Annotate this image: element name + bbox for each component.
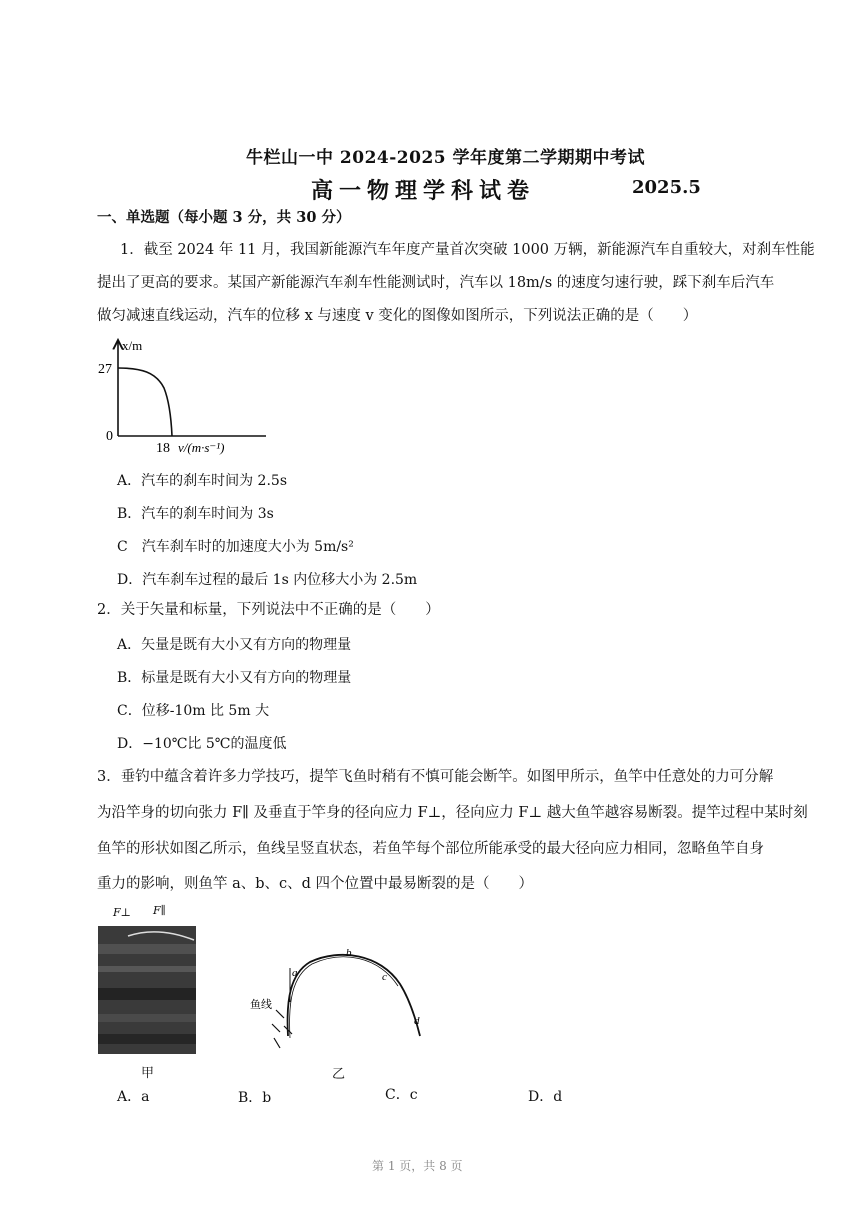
fig-yi-caption: 乙: [332, 1067, 346, 1082]
fig-jia-caption: 甲: [141, 1066, 155, 1081]
fishing-photo: [98, 926, 196, 1054]
q1-stem-line1: 1．截至 2024 年 11 月，我国新能源汽车年度产量首次突破 1000 万辆，新能源汽车自重较大，对刹车性能: [120, 242, 815, 258]
exam-date: 2025.5: [632, 177, 701, 198]
xv-curve: [118, 368, 172, 436]
rod-label-c: c: [382, 971, 387, 983]
y-tick-27: 27: [98, 362, 112, 377]
subject-title: 高一物理学科试卷: [311, 178, 536, 204]
q3-option-a[interactable]: A．a: [117, 1089, 150, 1105]
q3-option-b[interactable]: B．b: [238, 1090, 272, 1106]
q3-stem-line2: 为沿竿身的切向张力 F∥ 及垂直于竿身的径向应力 F⊥，径向应力 F⊥ 越大鱼竿越容易断裂。提竿过程中某时刻: [97, 805, 808, 821]
page-footer: 第 1 页，共 8 页: [372, 1159, 463, 1173]
q2-option-d[interactable]: D．−10℃比 5℃的温度低: [117, 736, 287, 752]
q2-option-b[interactable]: B．标量是既有大小又有方向的物理量: [117, 670, 352, 686]
origin-label: 0: [106, 429, 113, 444]
q3-option-d[interactable]: D．d: [528, 1089, 563, 1105]
q2-option-c[interactable]: C．位移-10m 比 5m 大: [117, 703, 270, 719]
x-tick-18: 18: [156, 441, 170, 456]
section-heading: 一、单选题（每小题 3 分，共 30 分）: [97, 209, 351, 226]
q1-option-a[interactable]: A．汽车的刹车时间为 2.5s: [117, 473, 288, 489]
rod-label-a: a: [292, 967, 298, 979]
q3-stem-line1: 3．垂钓中蕴含着许多力学技巧，提竿飞鱼时稍有不慎可能会断竿。如图甲所示，鱼竿中任意处的力可分解: [97, 769, 774, 785]
x-axis-label: v/(m·s⁻¹): [178, 440, 225, 455]
rod-label-d: d: [414, 1015, 420, 1027]
q3-stem-line3: 鱼竿的形状如图乙所示，鱼线呈竖直状态，若鱼竿每个部位所能承受的最大径向应力相同，忽略鱼竿自身: [97, 841, 764, 857]
q1-option-c[interactable]: C 汽车刹车时的加速度大小为 5m/s²: [117, 539, 354, 555]
q2-option-a[interactable]: A．矢量是既有大小又有方向的物理量: [117, 637, 352, 653]
rod-label-b: b: [346, 947, 352, 959]
q2-stem: 2．关于矢量和标量，下列说法中不正确的是（ ）: [97, 602, 440, 618]
q1-stem-line3: 做匀减速直线运动，汽车的位移 x 与速度 v 变化的图像如图所示，下列说法正确的是（ ）: [97, 308, 698, 324]
q1-option-d[interactable]: D．汽车刹车过程的最后 1s 内位移大小为 2.5m: [117, 572, 418, 588]
rod-label-line: 鱼线: [250, 999, 272, 1011]
q1-xv-graph: [96, 336, 276, 458]
fig-jia-label-fpar: F∥: [153, 904, 166, 917]
q1-option-b[interactable]: B．汽车的刹车时间为 3s: [117, 506, 274, 522]
y-axis-label: x/m: [122, 338, 143, 353]
rod-diagram: [250, 940, 440, 1056]
exam-title: 牛栏山一中 2024-2025 学年度第二学期期中考试: [246, 148, 646, 168]
fig-jia-label-fperp: F⊥: [113, 906, 131, 919]
rod-edge: [290, 957, 398, 1038]
q1-stem-line2: 提出了更高的要求。某国产新能源汽车刹车性能测试时，汽车以 18m/s 的速度匀速行驶，踩下刹车后汽车: [97, 275, 775, 291]
hand-sketch: [272, 1010, 292, 1048]
q3-stem-line4: 重力的影响，则鱼竿 a、b、c、d 四个位置中最易断裂的是（ ）: [97, 876, 534, 892]
q3-option-c[interactable]: C．c: [385, 1087, 418, 1103]
